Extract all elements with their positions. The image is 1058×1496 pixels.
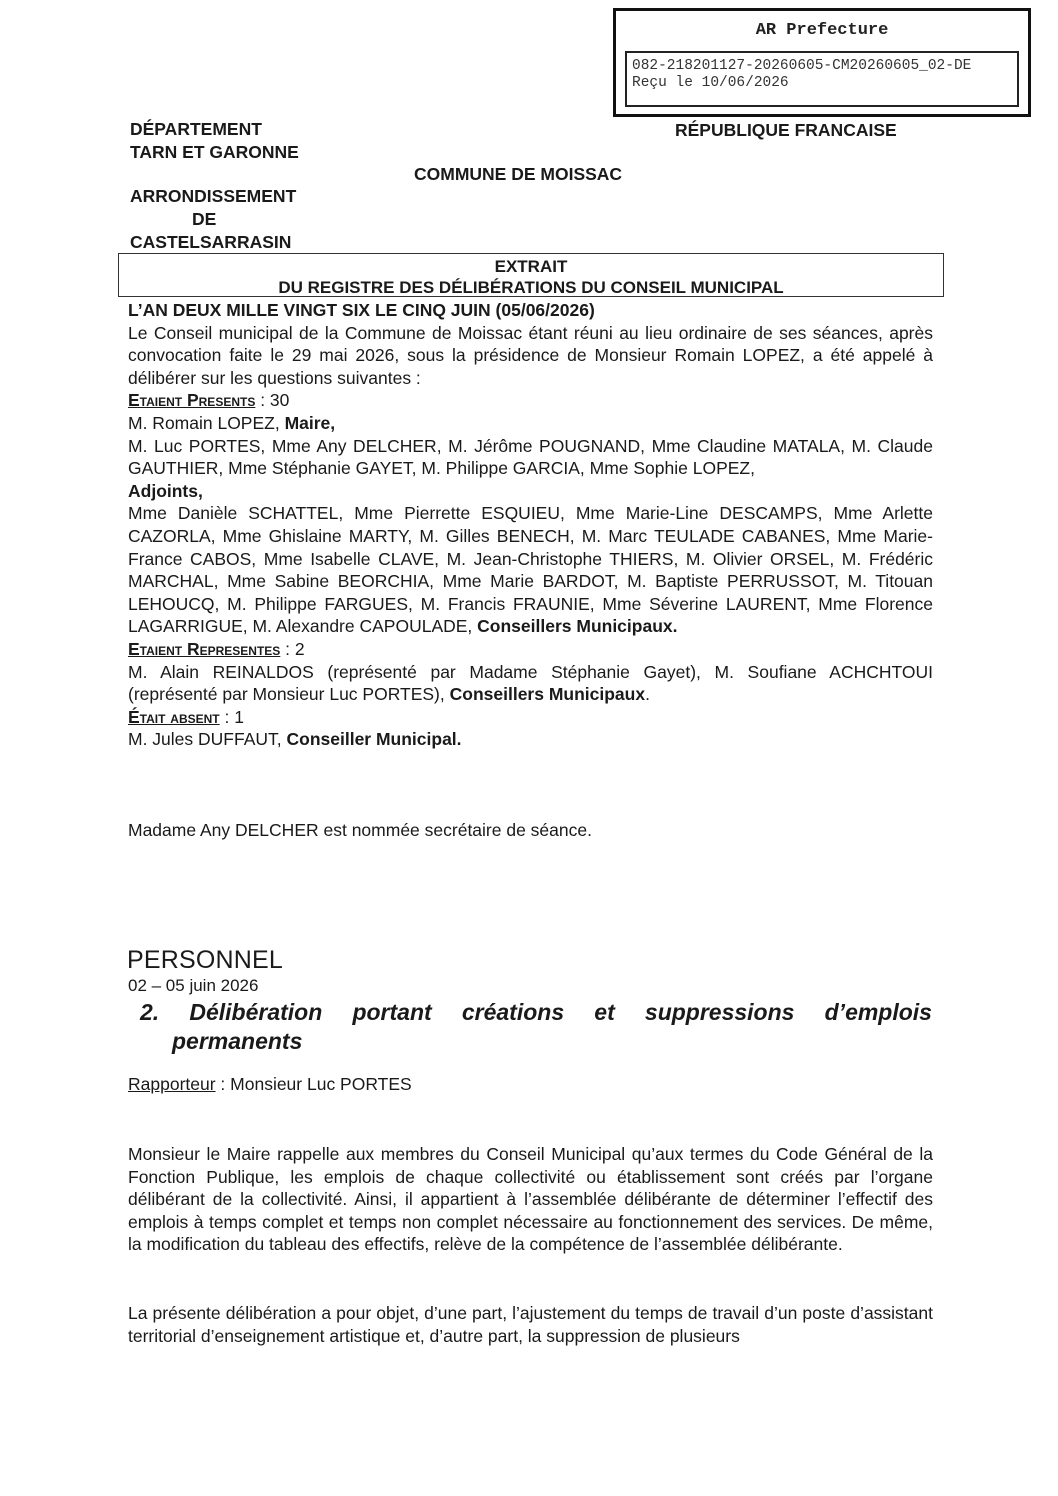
- presents-heading: [128, 389, 933, 412]
- maire-role: Maire,: [284, 412, 336, 433]
- title-word: d’emplois: [824, 999, 932, 1025]
- arrondissement-block: [130, 185, 296, 254]
- maire-name: M. Romain LOPEZ,: [128, 412, 285, 433]
- deliberation-date: 02 – 05 juin 2026: [128, 976, 259, 995]
- absent-name: M. Jules DUFFAUT,: [128, 729, 287, 750]
- stamp-received-date: Reçu le 10/06/2026: [632, 75, 789, 91]
- deliberation-title: [140, 998, 932, 1056]
- rapporteur-value: : Monsieur Luc PORTES: [215, 1074, 412, 1094]
- departement-label: DÉPARTEMENT: [130, 119, 262, 139]
- arrondissement-label: ARRONDISSEMENT: [130, 186, 297, 206]
- maire-line: [128, 412, 933, 435]
- representes-label: Etaient Representes: [128, 638, 281, 659]
- representes-count: : 2: [280, 638, 305, 659]
- representes-heading: [128, 638, 933, 661]
- representes-line: [128, 661, 933, 706]
- title-word: créations: [461, 999, 565, 1025]
- absent-line: [128, 728, 933, 751]
- stamp-title: AR Prefecture: [755, 21, 889, 40]
- arrondissement-de: DE: [192, 209, 217, 229]
- section-title: PERSONNEL: [127, 946, 284, 974]
- conseillers-line: [128, 502, 933, 638]
- rapporteur-label: Rapporteur: [128, 1074, 216, 1094]
- prefecture-stamp: [613, 8, 1031, 117]
- extrait-subtitle: DU REGISTRE DES DÉLIBÉRATIONS DU CONSEIL MUNICIPAL: [278, 278, 784, 297]
- paragraph-1: Monsieur le Maire rappelle aux membres du Conseil Municipal qu’aux termes du Code Général de la Fonction Publique, les emplois de chaque collectivité ou établissement sont créés par l’organe délibérant de la collectivité. Ainsi, il appartient à l’assemblée délibérante de déterminer l’effectif des emplois à temps complet et temps non complet nécessaire au fonctionnement des services. De même, la modification du tableau des effectifs, relève de la compétence de l’assemblée délibérante.: [128, 1144, 933, 1255]
- extrait-title: EXTRAIT: [494, 257, 568, 276]
- presents-count: : 30: [255, 390, 290, 411]
- secretaire-line: Madame Any DELCHER est nommée secrétaire de séance.: [128, 820, 592, 840]
- departement-block: [130, 118, 299, 164]
- title-word: suppressions: [644, 999, 795, 1025]
- title-word: Délibération: [189, 999, 323, 1025]
- commune-label: COMMUNE DE MOISSAC: [414, 164, 623, 184]
- paragraph-2: La présente délibération a pour objet, d’une part, l’ajustement du temps de travail d’un poste d’assistant territorial d’enseignement artistique et, d’autre part, la suppression de plusieurs: [128, 1303, 933, 1346]
- representes-role: Conseillers Municipaux: [449, 684, 646, 705]
- republique-label: RÉPUBLIQUE FRANCAISE: [675, 120, 897, 140]
- presents-label: Etaient Presents: [128, 390, 256, 411]
- deliberation-number: 2.: [140, 999, 160, 1025]
- seance-details: [128, 299, 933, 751]
- departement-name: TARN ET GARONNE: [130, 142, 299, 162]
- seance-date: L’AN DEUX MILLE VINGT SIX LE CINQ JUIN (05/06/2026): [128, 300, 595, 320]
- conseillers-names: Mme Danièle SCHATTEL, Mme Pierrette ESQUIEU, Mme Marie-Line DESCAMPS, Mme Arlette CAZORLA, Mme Ghislaine MARTY, M. Gilles BENECH, M. Marc TEULADE CABANES, Mme Marie-France CABOS, Mme Isabelle CLAVE, M. Jean-Christophe THIERS, M. Olivier ORSEL, M. Frédéric MARCHAL, Mme Sabine BEORCHIA, Mme Marie BARDOT, M. Baptiste PERRUSSOT, M. Titouan LEHOUCQ, M. Philippe FARGUES, M. Francis FRAUNIE, Mme Séverine LAURENT, Mme Florence LAGARRIGUE, M. Alexandre CAPOULADE,: [128, 503, 933, 637]
- conseillers-role: Conseillers Municipaux.: [477, 616, 678, 637]
- stamp-reference-box: [625, 51, 1019, 107]
- absent-label: Était absent: [128, 706, 220, 727]
- deliberation-title-line2: permanents: [172, 1028, 303, 1054]
- stamp-reference: 082-218201127-20260605-CM20260605_02-DE: [632, 58, 972, 74]
- adjoints-role: Adjoints,: [128, 480, 203, 501]
- title-word: portant: [352, 999, 432, 1025]
- adjoints-names: M. Luc PORTES, Mme Any DELCHER, M. Jérôme POUGNAND, Mme Claudine MATALA, M. Claude GAUTHIER, Mme Stéphanie GAYET, M. Philippe GARCIA, Mme Sophie LOPEZ,: [128, 435, 933, 479]
- deliberation-title-line1: [140, 998, 932, 1027]
- seance-intro: Le Conseil municipal de la Commune de Moissac étant réuni au lieu ordinaire de ses séances, après convocation faite le 29 mai 2026, sous la présidence de Monsieur Romain LOPEZ, a été appelé à délibérer sur les questions suivantes :: [128, 322, 933, 388]
- absent-heading: [128, 706, 933, 729]
- absent-count: : 1: [219, 706, 244, 727]
- arrondissement-name: CASTELSARRASIN: [130, 232, 292, 252]
- absent-role: Conseiller Municipal.: [286, 729, 462, 750]
- representes-names: M. Alain REINALDOS (représenté par Madame Stéphanie Gayet), M. Soufiane ACHCHTOUI (représenté par Monsieur Luc PORTES),: [128, 661, 933, 705]
- rapporteur-line: [128, 1074, 412, 1095]
- title-word: et: [594, 999, 615, 1025]
- representes-end: .: [645, 684, 650, 705]
- extrait-box: [118, 253, 944, 297]
